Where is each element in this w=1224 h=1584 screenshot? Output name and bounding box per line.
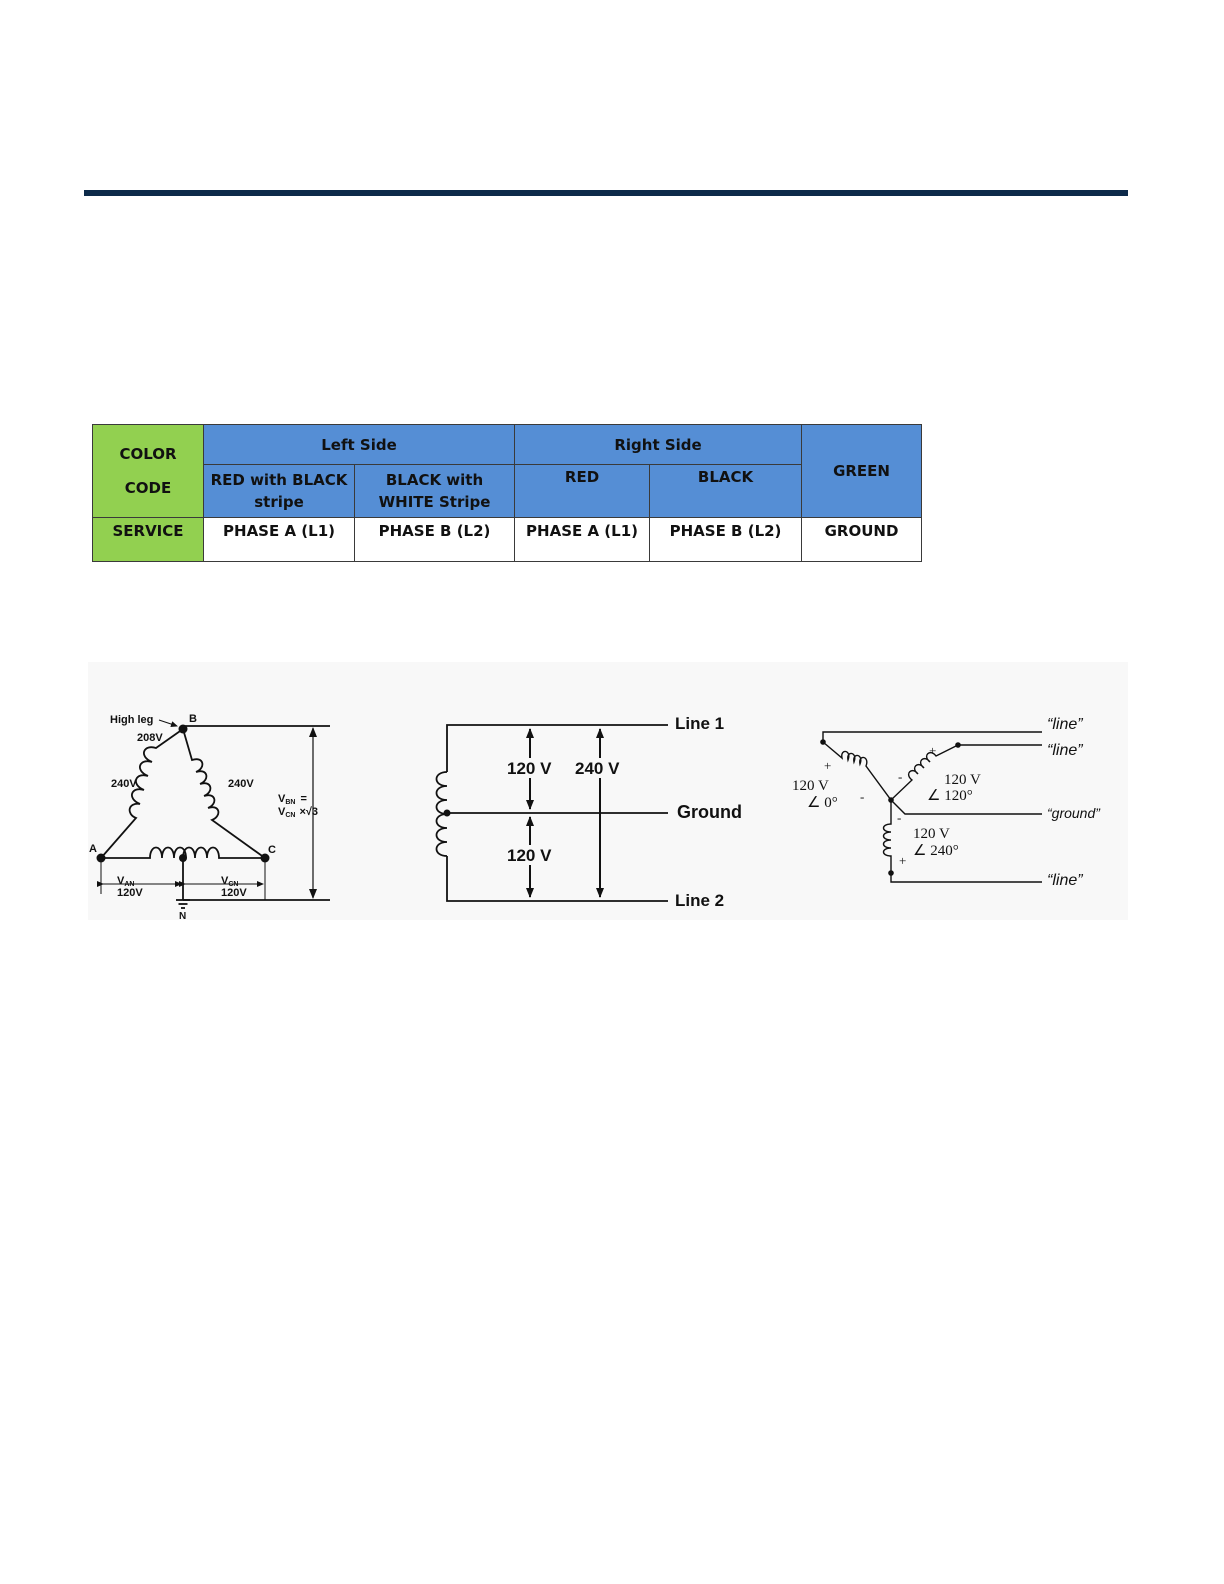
wye-terminal-dot	[820, 739, 826, 745]
wye-ground-label: “ground”	[1047, 805, 1100, 821]
service-cell: GROUND	[802, 518, 922, 562]
vcn-value: 120V	[221, 887, 247, 899]
node-n-label: N	[179, 911, 187, 922]
van-value: 120V	[117, 887, 143, 899]
phase1-voltage: 120 V	[792, 778, 829, 794]
node-b-dot	[179, 725, 188, 734]
vcn-label: VCN	[221, 875, 239, 888]
right-winding-voltage: 240V	[228, 778, 254, 790]
node-b-label: B	[189, 713, 197, 725]
phase2-voltage: 120 V	[944, 772, 981, 788]
phase3-plus: +	[899, 853, 907, 868]
high-leg-delta-diagram	[101, 720, 330, 908]
delta-left-winding	[101, 729, 183, 858]
phase1-minus: -	[860, 789, 865, 804]
wye-line-top-label: “line”	[1047, 716, 1083, 733]
wye-terminal-dot	[955, 742, 961, 748]
wye-line-bottom	[891, 873, 1042, 882]
right-side-header: Right Side	[515, 425, 802, 465]
phase2-plus: +	[929, 743, 937, 758]
service-cell: PHASE A (L1)	[515, 518, 650, 562]
phase3-minus: -	[897, 810, 902, 825]
split-phase-diagram	[437, 725, 669, 901]
wye-neutral-dot	[888, 797, 894, 803]
service-cell: PHASE A (L1)	[204, 518, 355, 562]
phase3-voltage: 120 V	[913, 826, 950, 842]
wye-line-bottom-label: “line”	[1047, 872, 1083, 889]
wye-phase3-coil	[884, 800, 892, 873]
wye-phase1-coil	[823, 742, 891, 800]
upper-voltage-label: 120 V	[507, 759, 552, 778]
service-label: SERVICE	[93, 518, 204, 562]
vcn-sqrt3-label: VCN ×√3	[278, 806, 319, 819]
line2-label: Line 2	[675, 891, 725, 910]
line1-label: Line 1	[675, 714, 725, 733]
service-cell: PHASE B (L2)	[355, 518, 515, 562]
phase2-angle: ∠ 120°	[927, 788, 973, 804]
wye-line-top	[823, 732, 1042, 742]
node-a-label: A	[89, 843, 97, 855]
ground-label: Ground	[677, 802, 742, 822]
red-header: RED	[515, 465, 650, 518]
phase1-plus: +	[824, 758, 832, 773]
center-tap-dot	[444, 810, 451, 817]
phase2-minus: -	[898, 769, 903, 784]
black-header: BLACK	[650, 465, 802, 518]
service-cell: PHASE B (L2)	[650, 518, 802, 562]
node-a-dot	[97, 854, 106, 863]
high-leg-voltage: 208V	[137, 732, 163, 744]
high-leg-label: High leg	[110, 714, 154, 726]
total-voltage-label: 240 V	[575, 759, 620, 778]
left-winding-voltage: 240V	[111, 778, 137, 790]
col2-line2: WHITE Stripe	[378, 493, 491, 511]
van-label: VAN	[117, 875, 135, 888]
vbn-label: VBN =	[278, 793, 307, 806]
green-header: GREEN	[802, 425, 922, 518]
col1-line1: RED with BLACK	[210, 471, 348, 489]
phase3-angle: ∠ 240°	[913, 843, 959, 859]
col1-line2: stripe	[254, 493, 304, 511]
wye-line-second-label: “line”	[1047, 742, 1083, 759]
node-n-dot	[179, 854, 187, 862]
wye-terminal-dot	[888, 870, 894, 876]
color-code-label-line2: CODE	[124, 479, 172, 497]
node-c-label: C	[268, 844, 276, 856]
phase1-angle: ∠ 0°	[807, 795, 838, 811]
left-side-header: Left Side	[204, 425, 515, 465]
color-code-label-line1: COLOR	[119, 445, 177, 463]
delta-right-winding	[183, 729, 265, 858]
col2-line1: BLACK with	[385, 471, 484, 489]
lower-voltage-label: 120 V	[507, 846, 552, 865]
